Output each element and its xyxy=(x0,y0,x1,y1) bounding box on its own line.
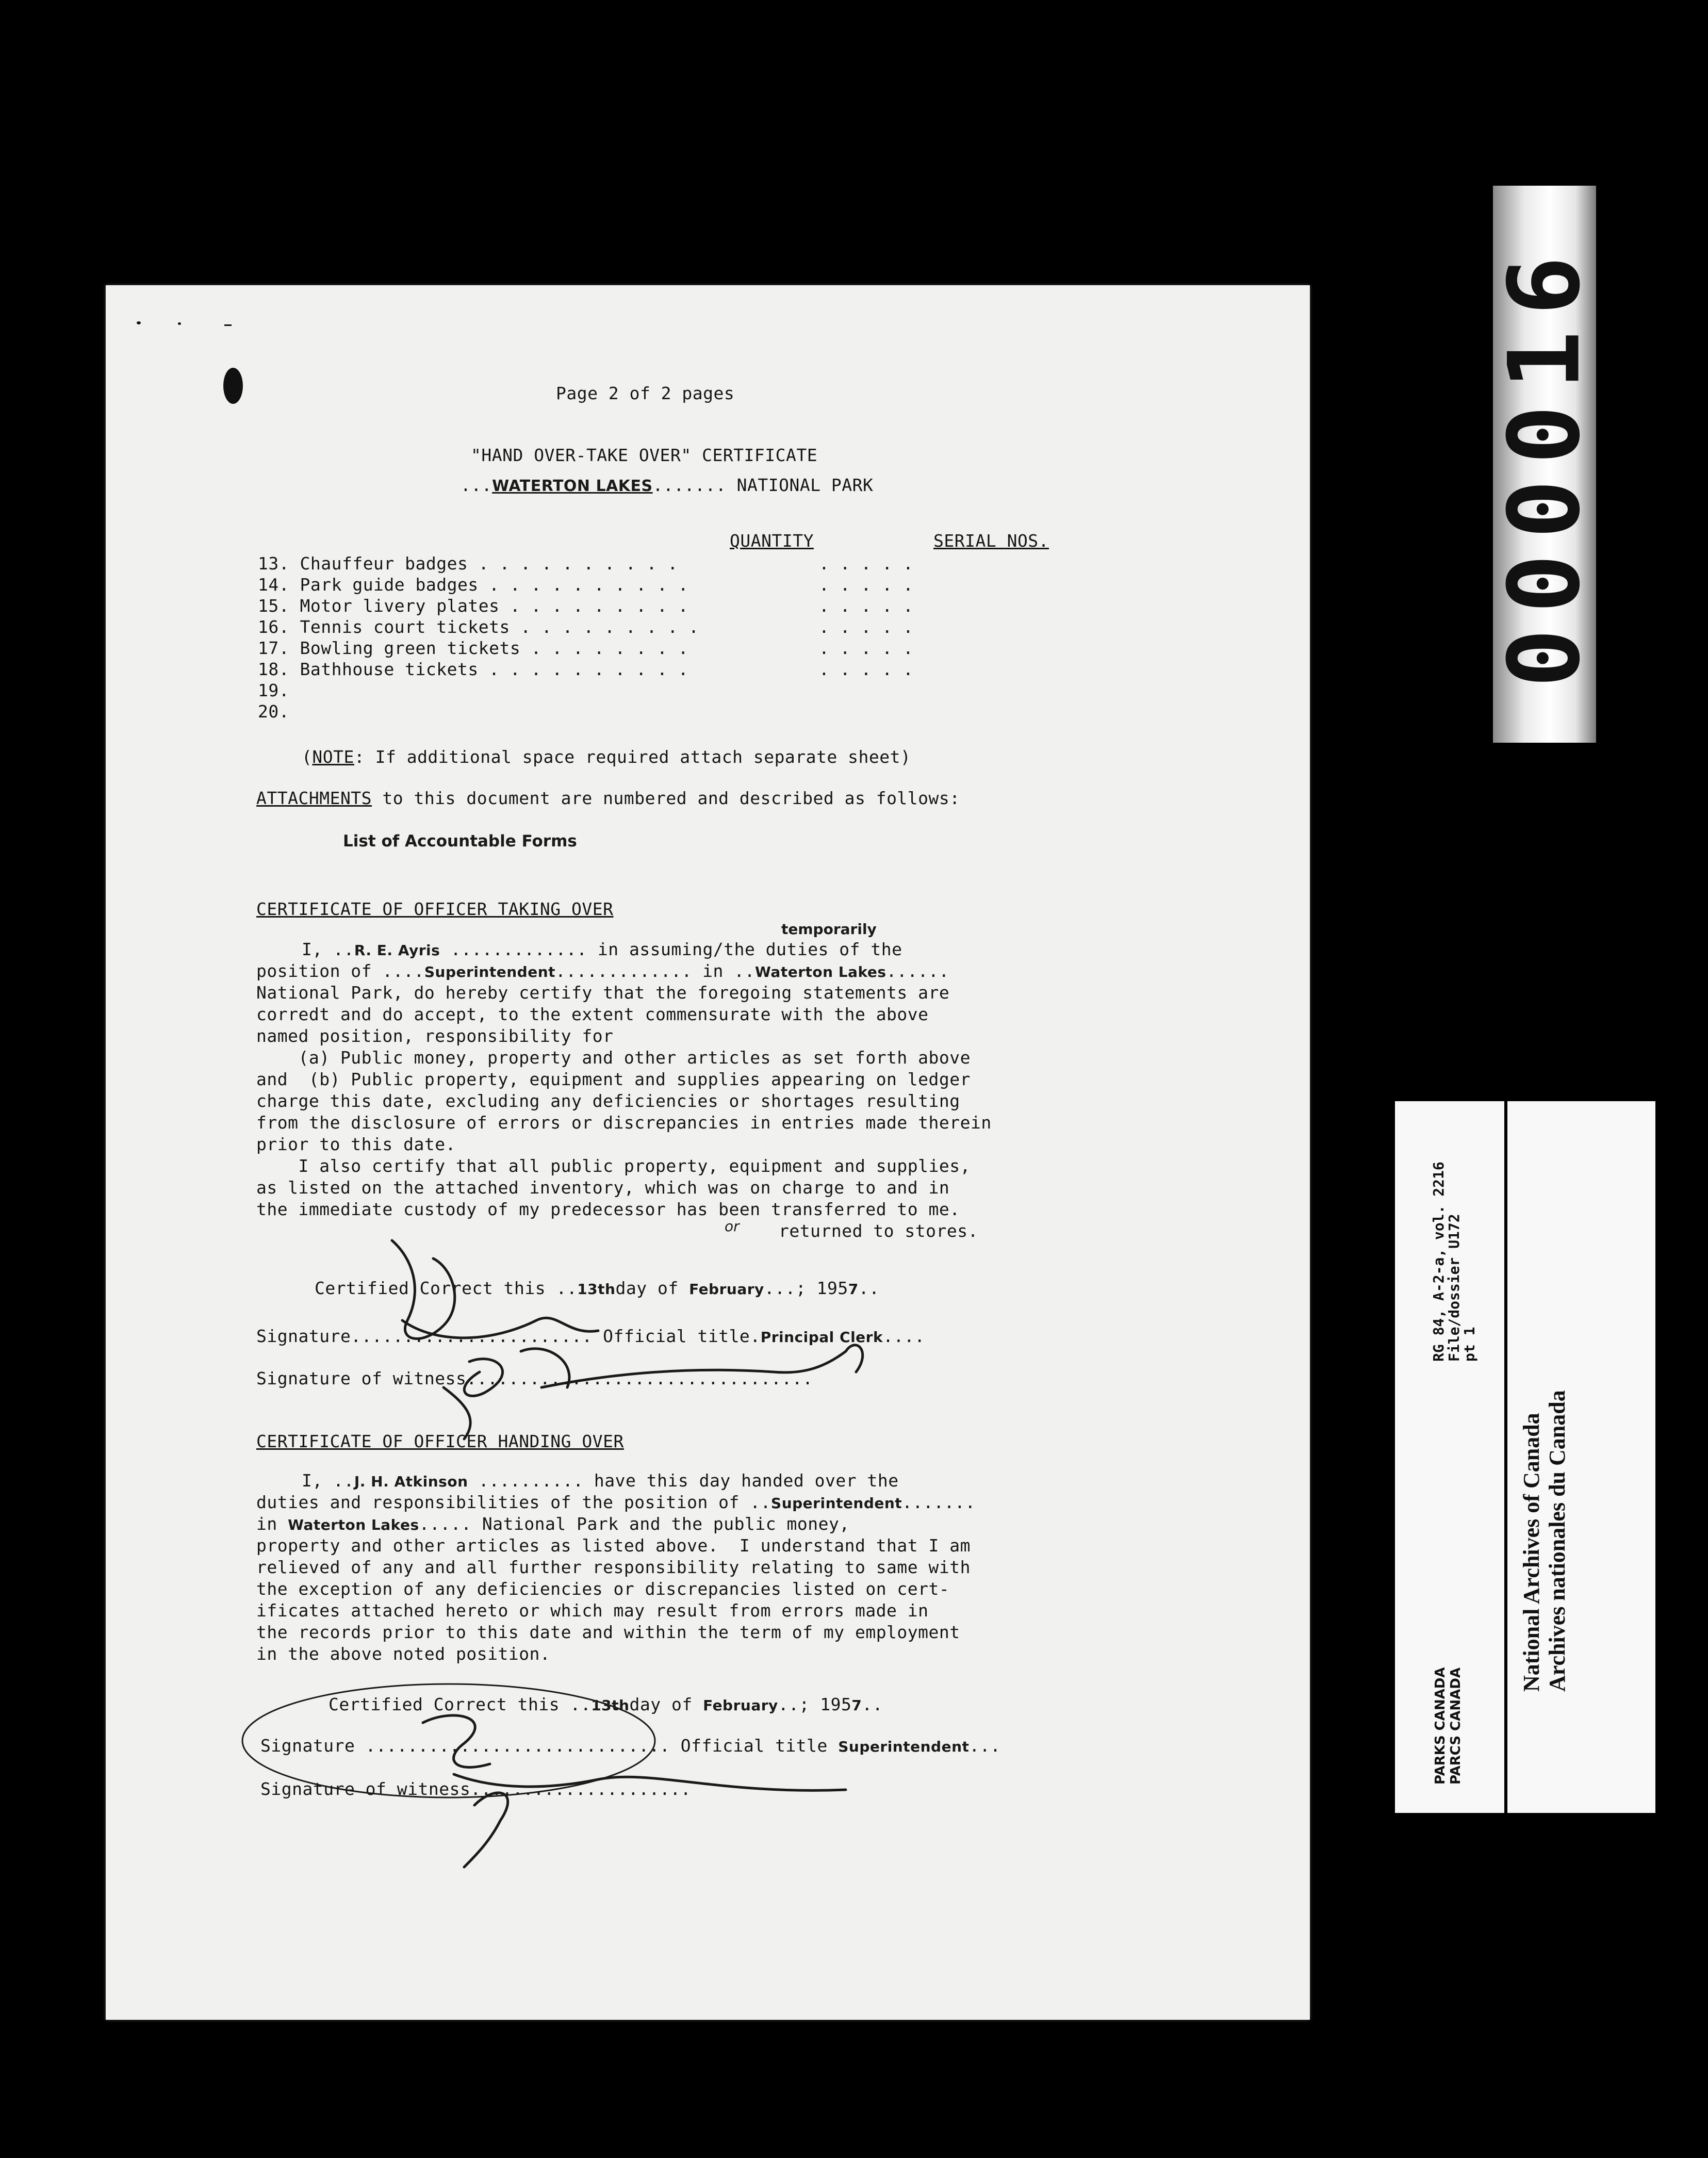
park-line: ...WATERTON LAKES....... NATIONAL PARK xyxy=(461,475,874,495)
position-value: Superintendent xyxy=(424,963,556,980)
speck xyxy=(178,322,181,325)
quantity-dots: . . . . . xyxy=(819,575,914,595)
signature-line: Signature....................... Official title.Principal Clerk.... xyxy=(256,1326,925,1346)
body-line: ificates attached hereto or which may result from errors made in xyxy=(256,1600,929,1621)
handing-over-line-3: in Waterton Lakes..... National Park and the public money, xyxy=(256,1514,850,1534)
body-line: corredt and do accept, to the extent commensurate with the above xyxy=(256,1004,929,1024)
speck xyxy=(137,321,141,324)
archive-reference-block xyxy=(1431,1162,1477,1362)
quantity-dots: . . . . . xyxy=(819,659,914,679)
quantity-column-header: QUANTITY xyxy=(730,531,814,551)
position-value: Superintendent xyxy=(771,1495,902,1512)
list-item: 13. Chauffeur badges . . . . . . . . . . xyxy=(258,553,678,574)
page-count: Page 2 of 2 pages xyxy=(556,383,735,403)
taking-over-line-2: position of ....Superintendent............. in ..Waterton Lakes...... xyxy=(256,961,949,981)
quantity-dots: . . . . . xyxy=(819,596,914,616)
body-line: in the above noted position. xyxy=(256,1644,551,1664)
body-line: the exception of any deficiencies or discrepancies listed on cert- xyxy=(256,1579,950,1599)
list-item: 17. Bowling green tickets . . . . . . . . xyxy=(258,638,689,658)
body-line: the immediate custody of my predecessor has been transferred to me. xyxy=(256,1199,960,1219)
body-line: National Park, do hereby certify that the foregoing statements are xyxy=(256,983,950,1003)
certificate-title: "HAND OVER-TAKE OVER" CERTIFICATE xyxy=(471,445,818,465)
archive-reference: RG 84, A-2-a, vol. 2216 xyxy=(1430,1162,1447,1362)
quantity-dots: . . . . . xyxy=(819,638,914,658)
note-line: (NOTE: If additional space required attach separate sheet) xyxy=(302,747,911,767)
list-item: 20. xyxy=(258,701,290,722)
body-line: named position, responsibility for xyxy=(256,1026,614,1046)
handing-over-line-2: duties and responsibilities of the position of ..Superintendent....... xyxy=(256,1492,976,1512)
returned-line: returned to stores. xyxy=(779,1221,978,1241)
witness-line: Signature of witness..................... xyxy=(260,1779,692,1799)
park-name: WATERTON LAKES xyxy=(492,477,653,495)
archive-part: pt 1 xyxy=(1461,1327,1478,1362)
handwritten-or: or xyxy=(725,1218,740,1235)
list-item: 18. Bathhouse tickets . . . . . . . . . . xyxy=(258,659,689,679)
handing-over-line-1: I, ..J. H. Atkinson .......... have this day handed over the xyxy=(302,1470,899,1491)
certified-line: Certified Correct this ..13thday of February..; 1957.. xyxy=(329,1694,883,1714)
list-item: 16. Tennis court tickets . . . . . . . . . xyxy=(258,617,699,637)
body-line: property and other articles as listed above. I understand that I am xyxy=(256,1535,971,1556)
punch-hole xyxy=(223,368,243,404)
witness-line: Signature of witness................................. xyxy=(256,1368,813,1388)
attachment-entry: List of Accountable Forms xyxy=(343,832,577,851)
quantity-dots: . . . . . xyxy=(819,553,914,574)
body-line: I also certify that all public property, equipment and supplies, xyxy=(256,1156,971,1176)
officer-name: J. H. Atkinson xyxy=(354,1473,468,1490)
park-suffix: NATIONAL PARK xyxy=(736,475,874,495)
agency-fr: PARCS CANADA xyxy=(1448,1667,1464,1785)
frame-number: 000016 xyxy=(1487,240,1602,688)
official-title-value: Principal Clerk xyxy=(760,1329,883,1346)
park-value: Waterton Lakes xyxy=(288,1516,419,1533)
document-page xyxy=(106,285,1310,2020)
officer-name: R. E. Ayris xyxy=(354,942,440,959)
handing-over-heading: CERTIFICATE OF OFFICER HANDING OVER xyxy=(256,1431,624,1451)
institution-fr: Archives nationales du Canada xyxy=(1545,1390,1570,1692)
taking-over-line-1: I, ..R. E. Ayris ............. in assuming/the duties of the xyxy=(302,939,902,959)
label-divider xyxy=(1504,1089,1507,1817)
official-title-value: Superintendent xyxy=(838,1738,970,1755)
taking-over-heading: CERTIFICATE OF OFFICER TAKING OVER xyxy=(256,899,614,919)
agency-block xyxy=(1433,1667,1464,1785)
body-line: and (b) Public property, equipment and supplies appearing on ledger xyxy=(256,1069,971,1089)
quantity-dots: . . . . . xyxy=(819,617,914,637)
list-item: 15. Motor livery plates . . . . . . . . . xyxy=(258,596,689,616)
institution-en: National Archives of Canada xyxy=(1519,1413,1544,1692)
institution-block xyxy=(1519,1390,1570,1692)
list-item: 14. Park guide badges . . . . . . . . . . xyxy=(258,575,689,595)
body-line: prior to this date. xyxy=(256,1134,456,1154)
signature-line: Signature ............................. Official title Superintendent... xyxy=(260,1736,1001,1756)
body-line: from the disclosure of errors or discrepancies in entries made therein xyxy=(256,1113,992,1133)
certified-line: Certified Correct this ..13thday of February...; 1957.. xyxy=(315,1278,880,1298)
speck xyxy=(224,324,232,326)
body-line: as listed on the attached inventory, which was on charge to and in xyxy=(256,1178,950,1198)
agency-en: PARKS CANADA xyxy=(1433,1667,1448,1785)
body-line: (a) Public money, property and other articles as set forth above xyxy=(256,1048,971,1068)
attachments-line: ATTACHMENTS to this document are numbered and described as follows: xyxy=(256,788,960,808)
archive-file: File/dossier U172 xyxy=(1446,1214,1463,1362)
park-value: Waterton Lakes xyxy=(755,963,886,980)
serial-column-header: SERIAL NOS. xyxy=(933,531,1049,551)
body-line: the records prior to this date and within the term of my employment xyxy=(256,1622,960,1642)
body-line: charge this date, excluding any deficiencies or shortages resulting xyxy=(256,1091,960,1111)
list-item: 19. xyxy=(258,680,290,700)
inserted-word: temporarily xyxy=(781,921,877,938)
frame-counter xyxy=(1487,186,1602,743)
body-line: relieved of any and all further responsibility relating to same with xyxy=(256,1557,971,1577)
